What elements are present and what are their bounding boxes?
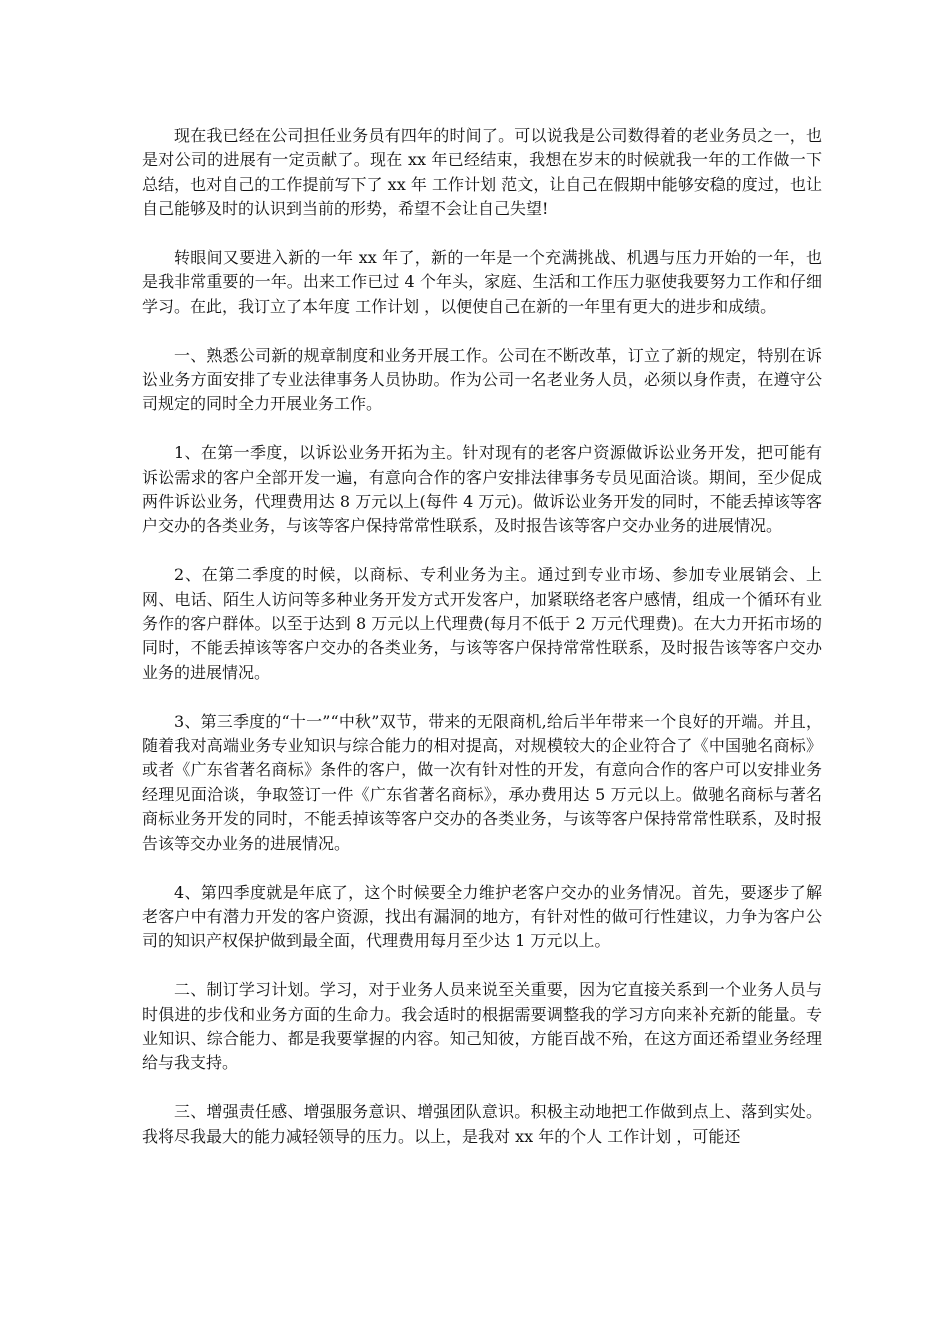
- paragraph-quarter-three: 3、第三季度的“十一”“中秋”双节，带来的无限商机,给后半年带来一个良好的开端。并且，随着我对高端业务专业知识与综合能力的相对提高，对规模较大的企业符合了《中国驰名商标》或者《广东省著名商标》条件的客户，做一次有针对性的开发，有意向合作的客户可以安排业务经理见面洽谈，争取签订一件《广东省著名商标》，承办费用达 5 万元以上。做驰名商标与著名商标业务开发的同时，不能丢掉该等客户交办的各类业务，与该等客户保持常常性联系，及时报告该等交办业务的进展情况。: [142, 711, 822, 853]
- document-body: [142, 124, 822, 1149]
- paragraph-new-year: 转眼间又要进入新的一年 xx 年了，新的一年是一个充满挑战、机遇与压力开始的一年，也是我非常重要的一年。出来工作已过 4 个年头，家庭、生活和工作压力驱使我要努力工作和仔细学习。在此，我订立了本年度 工作计划 ，以便使自己在新的一年里有更大的进步和成绩。: [142, 248, 822, 316]
- paragraph-quarter-four: 4、第四季度就是年底了，这个时候要全力维护老客户交办的业务情况。首先，要逐步了解老客户中有潜力开发的客户资源，找出有漏洞的地方，有针对性的做可行性建议，力争为客户公司的知识产权保护做到最全面，代理费用每月至少达 1 万元以上。: [142, 882, 822, 951]
- paragraph-intro: 现在我已经在公司担任业务员有四年的时间了。可以说我是公司数得着的老业务员之一，也是对公司的进展有一定贡献了。现在 xx 年已经结束，我想在岁末的时候就我一年的工作做一下总结，也对自己的工作提前写下了 xx 年 工作计划 范文，让自己在假期中能够安稳的度过，也让自己能够及时的认识到当前的形势，希望不会让自己失望!: [142, 126, 822, 219]
- paragraph-quarter-one: 1、在第一季度，以诉讼业务开拓为主。针对现有的老客户资源做诉讼业务开发，把可能有诉讼需求的客户全部开发一遍，有意向合作的客户安排法律事务专员见面洽谈。期间，至少促成两件诉讼业务，代理费用达 8 万元以上(每件 4 万元)。做诉讼业务开发的同时，不能丢掉该等客户交办的各类业务，与该等客户保持常常性联系，及时报告该等客户交办业务的进展情况。: [142, 443, 822, 536]
- paragraph-section-three: 三、增强责任感、增强服务意识、增强团队意识。积极主动地把工作做到点上、落到实处。我将尽我最大的能力减轻领导的压力。以上，是我对 xx 年的个人 工作计划 ，可能还: [142, 1102, 822, 1146]
- paragraph-quarter-two: 2、在第二季度的时候，以商标、专利业务为主。通过到专业市场、参加专业展销会、上网、电话、陌生人访问等多种业务开发方式开发客户，加紧联络老客户感情，组成一个循环有业务作的客户群体。以至于达到 8 万元以上代理费(每月不低于 2 万元代理费)。在大力开拓市场的同时，不能丢掉该等客户交办的各类业务，与该等客户保持常常性联系，及时报告该等客户交办业务的进展情况。: [142, 565, 822, 682]
- paragraph-section-two: 二、制订学习计划。学习，对于业务人员来说至关重要，因为它直接关系到一个业务人员与时俱进的步伐和业务方面的生命力。我会适时的根据需要调整我的学习方向来补充新的能量。专业知识、综合能力、都是我要掌握的内容。知己知彼，方能百战不殆，在这方面还希望业务经理给与我支持。: [142, 980, 822, 1073]
- paragraph-section-one: 一、熟悉公司新的规章制度和业务开展工作。公司在不断改革，订立了新的规定，特别在诉讼业务方面安排了专业法律事务人员协助。作为公司一名老业务人员，必须以身作责，在遵守公司规定的同时全力开展业务工作。: [142, 345, 822, 414]
